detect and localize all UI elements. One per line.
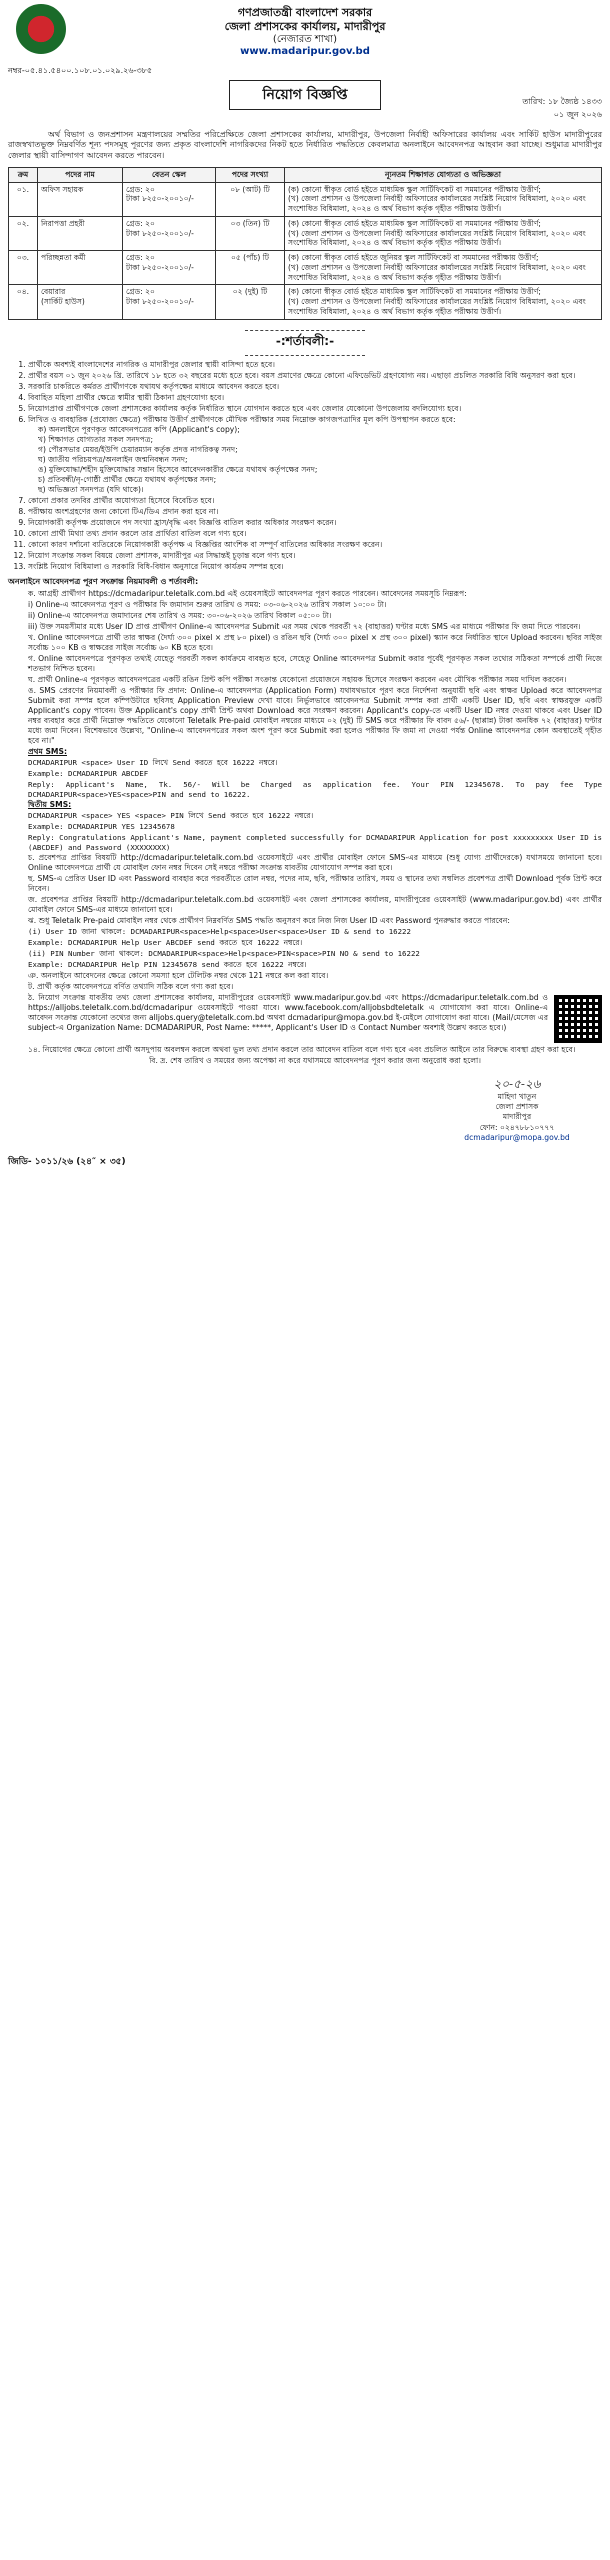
online-rule: iii) উক্ত সময়সীমার মধ্যে User ID প্রাপ্ত প্রার্থীগণ Online-এ আবেদনপত্র Submit এর সময় থেকে পরবর্তী ৭২ (বাহাত্তর) ঘণ্টার মধ্যে SMS এর মাধ্যমে পরীক্ষার ফি জমা দিতে পারবেন। xyxy=(28,622,581,631)
row-qualification: (ক) কোনো স্বীকৃত বোর্ড হইতে মাধ্যমিক স্কুল সার্টিফিকেট বা সমমানের পরীক্ষায় উত্তীর্ণ; (খ) জেলা প্রশাসন ও উপজেলা নির্বাহী অফিসারের কার্যালয়ের সংশ্লিষ্ট নিয়োগ বিধিমালা, ২০২০ এবং সংশোধিত বিধিমালা, ২০২৪ ও অর্থ বিভাগ কর্তৃক গৃহীত পরীক্ষায় উত্তীর্ণ। xyxy=(285,285,602,319)
row-qualification: (ক) কোনো স্বীকৃত বোর্ড হইতে মাধ্যমিক স্কুল সার্টিফিকেট বা সমমানের পরীক্ষায় উত্তীর্ণ; (খ) জেলা প্রশাসন ও উপজেলা নির্বাহী অফিসারের কার্যালয়ের সংশ্লিষ্ট নিয়োগ বিধিমালা, ২০২০ এবং সংশোধিত বিধিমালা, ২০২৪ ও অর্থ বিভাগ কর্তৃক গৃহীত পরীক্ষায় উত্তীর্ণ। xyxy=(285,216,602,250)
row-serial: ০৩. xyxy=(9,251,38,285)
list-item: 4. বিবাহিত মহিলা প্রার্থীর ক্ষেত্রে স্বামীর স্থায়ী ঠিকানা গ্রহণযোগ্য হবে। xyxy=(28,393,602,403)
posts-table-header xyxy=(9,167,602,182)
list-item: 7. কোনো প্রকার তদবির প্রার্থীর অযোগ্যতা হিসেবে বিবেচিত হবে। xyxy=(28,496,602,506)
row-serial: ০৪. xyxy=(9,285,38,319)
online-rule: খ. Online আবেদনপত্রে প্রার্থী তার স্বাক্ষর (দৈর্ঘ্য ৩০০ pixel × প্রস্থ ৮০ pixel) ও রঙিন ছবি (দৈর্ঘ্য ৩০০ pixel × প্রস্থ ৩০০ pixel) স্ক্যান করে নির্ধারিত স্থানে Upload করবেন। ছবির সাইজ সর্বোচ্চ ১০০ KB ও স্বাক্ষরের সাইজ সর্বোচ্চ ৬০ KB হতে হবে। xyxy=(28,633,602,653)
list-item: 8. পরীক্ষায় অংশগ্রহণের জন্য কোনো টিএ/ডিএ প্রদান করা হবে না। xyxy=(28,507,602,517)
list-item: ক) অনলাইনে পূরণকৃত আবেদনপত্রের কপি (Applicant's copy); xyxy=(38,424,240,434)
online-rule: ii) Online-এ আবেদনপত্র জমাদানের শেষ তারিখ ও সময়: ৩০-০৬-২০২৬ তারিখ বিকাল ০৫:০০ টা। xyxy=(28,610,332,620)
row-post: অফিস সহায়ক xyxy=(38,182,123,216)
list-item: গ) পৌরসভার মেয়র/ইউপি চেয়ারম্যান কর্তৃক প্রদত্ত নাগরিকত্ব সনদ; xyxy=(38,444,238,454)
posts-table xyxy=(8,167,602,320)
sms2-format: DCMADARIPUR <space> YES <space> PIN লিখে Send করতে হবে 16222 নম্বরে। xyxy=(28,811,314,821)
row-scale: গ্রেড: ২০ টাকা ৮২৫০-২০০১০/- xyxy=(123,285,216,319)
list-item: 9. নিয়োগকারী কর্তৃপক্ষ প্রয়োজনে পদ সংখ্যা হ্রাস/বৃদ্ধি এবং বিজ্ঞপ্তি বাতিল করার অধিকার সংরক্ষণ করেন। xyxy=(28,518,602,528)
table-row xyxy=(9,182,602,216)
recovery-userid: (i) User ID জানা থাকলে: DCMADARIPUR<space>Help<space>User<space>User ID & send to 16222 xyxy=(28,927,411,937)
memo-row xyxy=(8,65,602,78)
row-qualification: (ক) কোনো স্বীকৃত বোর্ড হইতে জুনিয়র স্কুল সার্টিফিকেট বা সমমানের পরীক্ষায় উত্তীর্ণ; (খ) জেলা প্রশাসন ও উপজেলা নির্বাহী অফিসারের কার্যালয়ের সংশ্লিষ্ট নিয়োগ বিধিমালা, ২০২০ এবং সংশোধিত বিধিমালা, ২০২৪ ও অর্থ বিভাগ কর্তৃক গৃহীত পরীক্ষায় উত্তীর্ণ। xyxy=(285,251,602,285)
list-item xyxy=(28,415,602,495)
header-govt: গণপ্রজাতন্ত্রী বাংলাদেশ সরকার xyxy=(237,6,373,19)
table-row xyxy=(9,251,602,285)
header-office: জেলা প্রশাসকের কার্যালয়, মাদারীপুর xyxy=(224,19,386,33)
list-item: 3. সরকারি চাকরিতে কর্মরত প্রার্থীগণকে যথাযথ কর্তৃপক্ষের মাধ্যমে আবেদন করতে হবে। xyxy=(28,382,602,392)
conditions-list xyxy=(8,360,602,572)
sms2-example: Example: DCMADARIPUR YES 12345678 xyxy=(28,822,175,832)
conditions-title: -:শর্তাবলী:- xyxy=(245,330,365,356)
recovery-pin-example: Example: DCMADARIPUR Help PIN 12345678 send করতে হবে 16222 নম্বরে। xyxy=(28,959,307,969)
list-item: 5. নিয়োগপ্রাপ্ত প্রার্থীগণকে জেলা প্রশাসকের কার্যালয় কর্তৃক নির্ধারিত স্থানে যোগদান করতে হবে এবং জেলার যেকোনো উপজেলায় বদলিযোগ্য হবে। xyxy=(28,404,602,414)
signatory-district: মাদারীপুর xyxy=(502,1112,532,1122)
docs-list xyxy=(28,425,602,495)
col-post: পদের নাম xyxy=(38,167,123,182)
footer-code: জিডি- ১০১১/২৬ (২৪″ × ৩৫) xyxy=(8,1157,126,1168)
list-item: চ) প্রতিবন্ধী/নৃ-গোষ্ঠী প্রার্থীর ক্ষেত্রে যথাযথ কর্তৃপক্ষের সনদ; xyxy=(38,474,217,484)
col-scale: বেতন স্কেল xyxy=(123,167,216,182)
notice-title: নিয়োগ বিজ্ঞপ্তি xyxy=(229,80,381,110)
row-scale: গ্রেড: ২০ টাকা ৮২৫০-২০০১০/- xyxy=(123,251,216,285)
signature-mark: ২০-৫-২৬ xyxy=(493,1076,541,1091)
online-rule: ঙ. SMS প্রেরণের নিয়মাবলী ও পরীক্ষার ফি প্রদান: Online-এ আবেদনপত্র (Application Form) যথাযথভাবে পূরণ করে নির্দেশনা অনুযায়ী ছবি এবং স্বাক্ষর Upload করে আবেদনপত্র Submit করা সম্পন্ন হলে কম্পিউটারে ছবিসহ Application Preview দেখা যাবে। নির্ভুলভাবে আবেদনপত্র Submit সম্পন্ন করা প্রার্থী একটি User ID, ছবি এবং স্বাক্ষরযুক্ত একটি Applicant's copy পাবেন। উক্ত Applicant's copy প্রার্থী প্রিন্ট অথবা Download করে সংরক্ষণ করবেন। Applicant's copy-তে একটি User ID নম্বর দেওয়া থাকবে এবং User ID নম্বর ব্যবহার করে প্রার্থী নিম্নোক্ত পদ্ধতিতে যেকোনো Teletalk Pre-paid মোবাইল নম্বরের মাধ্যমে ০২ (দুই) টি SMS করে পরীক্ষার ফি বাবদ ৫৬/- (ছাপ্পান্ন) টাকা অনধিক ৭২ (বাহাত্তর) ঘণ্টার মধ্যে জমা দিবেন। বিশেষভাবে উল্লেখ্য, "Online-এ আবেদনপত্রের সকল অংশ পূরণ করে Submit করা হলেও পরীক্ষার ফি জমা না দেওয়া পর্যন্ত Online আবেদনপত্র কোন অবস্থাতেই গৃহীত হবে না।" xyxy=(28,686,602,746)
signatory-name: মাহিদা খাতুন xyxy=(497,1091,537,1101)
row-count: ০৩ (তিন) টি xyxy=(216,216,285,250)
list-item: ছ) অভিজ্ঞতা সনদপত্র (যদি থাকে)। xyxy=(38,484,144,494)
online-rule: ক. আগ্রহী প্রার্থীগণ https://dcmadaripur.teletalk.com.bd এই ওয়েবসাইটে আবেদনপত্র পূরণ করতে পারবেন। আবেদনের সময়সূচি নিম্নরূপ: xyxy=(28,588,467,598)
online-rule: জ. প্রবেশপত্র প্রাপ্তির বিষয়টি http://dcmadaripur.teletalk.com.bd ওয়েবসাইট এবং জেলা প্রশাসকের কার্যালয়, মাদারীপুরের ওয়েবসাইট (www.madaripur.gov.bd) এবং প্রার্থীর মোবাইল ফোনে SMS-এর মাধ্যমে জানানো হবে। xyxy=(28,895,602,915)
online-rule: i) Online-এ আবেদনপত্র পূরণ ও পরীক্ষার ফি জমাদান শুরুর তারিখ ও সময়: ০৩-০৬-২০২৬ তারিখ সকাল ১০:০০ টা। xyxy=(28,599,387,609)
row-post: পরিচ্ছন্নতা কর্মী xyxy=(38,251,123,285)
date-english: ০১ জুন ২০২৬ xyxy=(553,109,602,119)
recovery-pin: (ii) PIN Number জানা থাকলে: DCMADARIPUR<space>Help<space>PIN<space>PIN NO & send to 16222 xyxy=(28,948,420,958)
row-qualification: (ক) কোনো স্বীকৃত বোর্ড হইতে মাধ্যমিক স্কুল সার্টিফিকেট বা সমমানের পরীক্ষায় উত্তীর্ণ; (খ) জেলা প্রশাসন ও উপজেলা নির্বাহী অফিসারের কার্যালয়ের সংশ্লিষ্ট নিয়োগ বিধিমালা, ২০২০ এবং সংশোধিত বিধিমালা, ২০২৪ ও অর্থ বিভাগ কর্তৃক গৃহীত পরীক্ষায় উত্তীর্ণ। xyxy=(285,182,602,216)
online-rule: ঝ. শুধু Teletalk Pre-paid মোবাইল নম্বর থেকে প্রার্থীগণ নিম্নবর্ণিত SMS পদ্ধতি অনুসরণ করে নিজ নিজ User ID এবং Password পুনরুদ্ধার করতে পারবেন: xyxy=(28,916,510,926)
sms1-format: DCMADARIPUR <space> User ID লিখে Send করতে হবে 16222 নম্বরে। xyxy=(28,758,278,768)
list-item: 13. সংশ্লিষ্ট নিয়োগ বিধিমালা ও সরকারি বিধি-বিধান অনুসারে নিয়োগ কার্যক্রম সম্পন্ন হবে। xyxy=(28,562,602,572)
row-post: বেয়ারার (সার্কিট হাউস) xyxy=(38,285,123,319)
sms2-title: দ্বিতীয় SMS: xyxy=(28,800,72,810)
online-rule: গ. Online আবেদনপত্রে পূরণকৃত তথ্যই যেহেতু পরবর্তী সকল কার্যক্রমে ব্যবহৃত হবে, সেহেতু Online আবেদনপত্র Submit করার পূর্বেই পূরণকৃত সকল তথ্যের সঠিকতা সম্পর্কে প্রার্থী নিজে শতভাগ নিশ্চিত হবেন। xyxy=(28,654,602,674)
online-rule: ঞ. অনলাইনে আবেদনের ক্ষেত্রে কোনো সমস্যা হলে টেলিটক নম্বর থেকে 121 নম্বরে কল করা যাবে। xyxy=(28,970,329,980)
qr-code-icon[interactable] xyxy=(554,995,602,1043)
row-scale: গ্রেড: ২০ টাকা ৮২৫০-২০০১০/- xyxy=(123,216,216,250)
header xyxy=(8,6,602,59)
online-rules xyxy=(8,589,602,1066)
signatory-email-link[interactable]: dcmadaripur@mopa.gov.bd xyxy=(464,1132,570,1142)
list-item: খ) শিক্ষাগত যোগ্যতার সকল সনদপত্র; xyxy=(38,434,154,444)
online-rule: ঠ. নিয়োগ সংক্রান্ত যাবতীয় তথ্য জেলা প্রশাসকের কার্যালয়, মাদারীপুরের ওয়েবসাইট www.madaripur.gov.bd এবং https://dcmadaripur.teletalk.com.bd ও https://alljobs.teletalk.com.bd/dcmadaripur ওয়েবসাইটে পাওয়া যাবে। www.facebook.com/alljobsbdteletalk এ যোগাযোগ করা যাবে। Online-এ আবেদন সংক্রান্ত যেকোনো তথ্যের জন্য alljobs.query@teletalk.com.bd অথবা dcmadaripur@mopa.gov.bd ই-মেইলে যোগাযোগ করা যাবে। (Mail/মেসেজ এর subject-এ Organization Name: DCMADARIPUR, Post Name: *****, Applicant's User ID ও Contact Number অবশ্যই উল্লেখ করতে হবে।) xyxy=(28,992,548,1032)
row-serial: ০১. xyxy=(9,182,38,216)
header-section: (নেজারত শাখা) xyxy=(272,33,338,45)
table-row xyxy=(9,285,602,319)
recovery-userid-example: Example: DCMADARIPUR Help User ABCDEF send করতে হবে 16222 নম্বরে। xyxy=(28,938,303,948)
list-item: ঙ) মুক্তিযোদ্ধা/শহীদ মুক্তিযোদ্ধার সন্তান হিসেবে আবেদনকারীর ক্ষেত্রে যথাযথ কর্তৃপক্ষের সনদ; xyxy=(38,464,318,474)
sms1-reply: Reply: Applicant's Name, Tk. 56/- Will be Charged as application fee. Your PIN 12345678. To pay fee Type DCMADARIPUR<space>YES<space>PIN and send to 16222. xyxy=(28,779,602,799)
list-item: 12. নিয়োগ সংক্রান্ত সকল বিষয়ে জেলা প্রশাসক, মাদারীপুর এর সিদ্ধান্তই চূড়ান্ত বলে গণ্য হবে। xyxy=(28,551,602,561)
signature-block xyxy=(8,1076,602,1143)
list-item: 1. প্রার্থীকে অবশ্যই বাংলাদেশের নাগরিক ও মাদারীপুর জেলার স্থায়ী বাসিন্দা হতে হবে। xyxy=(28,360,602,370)
date-bangla: তারিখ: ১৮ জ্যৈষ্ঠ ১৪৩৩ xyxy=(522,96,602,106)
signature-box xyxy=(432,1076,602,1143)
sms1-example: Example: DCMADARIPUR ABCDEF xyxy=(28,768,149,778)
list-item: 10. কোনো প্রার্থী মিথ্যা তথ্য প্রদান করলে তার প্রার্থিতা বাতিল বলে গণ্য হবে। xyxy=(28,529,602,539)
online-rule: ট. প্রার্থী কর্তৃক আবেদনপত্রে বর্ণিত তথ্যাদি সঠিক বলে গণ্য করা হবে। xyxy=(28,981,234,991)
col-serial: ক্রম xyxy=(9,167,38,182)
col-count: পদের সংখ্যা xyxy=(216,167,285,182)
online-rule: ১৪. নিয়োগের ক্ষেত্রে কোনো প্রার্থী অসদুপায় অবলম্বন করলে অথবা ভুল তথ্য প্রদান করলে তার আবেদন বাতিল বলে গণ্য হবে এবং প্রচলিত আইনে তার বিরুদ্ধে ব্যবস্থা গ্রহণ করা হবে। xyxy=(28,1044,576,1054)
row-count: ০৫ (পাঁচ) টি xyxy=(216,251,285,285)
docs-intro: লিখিত ও ব্যবহারিক (প্রযোজ্য ক্ষেত্রে) পরীক্ষায় উত্তীর্ণ প্রার্থীগণকে মৌখিক পরীক্ষার সময় নিম্নোক্ত কাগজপত্রাদির মূল কপি উপস্থাপন করতে হবে: xyxy=(28,414,456,424)
signatory-title: জেলা প্রশাসক xyxy=(495,1102,539,1112)
list-item: 2. প্রার্থীর বয়স ০১ জুন ২০২৬ খ্রি. তারিখে ১৮ হতে ৩২ বছরের মধ্যে হতে হবে। বয়স প্রমাণের ক্ষেত্রে কোনো এফিডেভিট গ্রহণযোগ্য নয়। এছাড়া প্রচলিত সরকারি বিধি অনুসরণ করা হবে। xyxy=(28,371,602,381)
online-rules-title: অনলাইনে আবেদনপত্র পূরণ সংক্রান্ত নিয়মাবলী ও শর্তাবলী: xyxy=(8,576,199,586)
row-count: ০২ (দুই) টি xyxy=(216,285,285,319)
memo-number: নম্বর-০৫.৪১.৫৪০০.১০৮.০১.০২৯.২৬-৩৮৫ xyxy=(8,65,153,75)
list-item: 11. কোনো কারণ দর্শানো ব্যতিরেকে নিয়োগকারী কর্তৃপক্ষ এ বিজ্ঞপ্তির আংশিক বা সম্পূর্ণ বাতিলের অধিকার সংরক্ষণ করেন। xyxy=(28,540,602,550)
note: বি. দ্র. শেষ তারিখ ও সময়ের জন্য অপেক্ষা না করে যথাসময়ে আবেদনপত্র পূরণ করার জন্য অনুরোধ করা হলো। xyxy=(149,1055,481,1065)
header-website-link[interactable]: www.madaripur.gov.bd xyxy=(240,46,370,57)
row-serial: ০২. xyxy=(9,216,38,250)
online-rule: চ. প্রবেশপত্র প্রাপ্তির বিষয়টি http://dcmadaripur.teletalk.com.bd ওয়েবসাইটে এবং প্রার্থীর মোবাইল ফোনে SMS-এর মাধ্যমে (শুধু যোগ্য প্রার্থীদেরকে) যথাসময়ে জানানো হবে। Online আবেদনপত্রে প্রার্থী যে মোবাইল ফোন নম্বর দিবেন সেই নম্বরে পরীক্ষা সংক্রান্ত যাবতীয় যোগাযোগ সম্পন্ন করা হবে। xyxy=(28,853,602,873)
row-post: নিরাপত্তা প্রহরী xyxy=(38,216,123,250)
row-scale: গ্রেড: ২০ টাকা ৮২৫০-২০০১০/- xyxy=(123,182,216,216)
col-qualification: ন্যূনতম শিক্ষাগত যোগ্যতা ও অভিজ্ঞতা xyxy=(285,167,602,182)
sms1-title: প্রথম SMS: xyxy=(28,747,67,757)
table-row xyxy=(9,216,602,250)
notice-page xyxy=(8,0,602,1168)
row-count: ০৮ (আট) টি xyxy=(216,182,285,216)
online-rule: ছ. SMS-এ প্রেরিত User ID এবং Password ব্যবহার করে পরবর্তীতে রোল নম্বর, পদের নাম, ছবি, পরীক্ষার তারিখ, সময় ও স্থানের তথ্য সম্বলিত প্রবেশপত্র প্রার্থী Download পূর্বক প্রিন্ট করে নিবেন। xyxy=(28,874,602,894)
signatory-phone: ফোন: ০২৪৭৮৮১০৭৭৭ xyxy=(479,1122,555,1132)
sms2-reply: Reply: Congratulations Applicant's Name, payment completed successfully for DCMADARIPUR Application for post xxxxxxxxx User ID is (ABCDEF) and Password (XXXXXXXX) xyxy=(28,832,602,852)
list-item: ঘ) জাতীয় পরিচয়পত্র/অনলাইন জন্মনিবন্ধন সনদ; xyxy=(38,454,188,464)
online-rule: ঘ. প্রার্থী Online-এ পূরণকৃত আবেদনপত্রের একটি রঙিন প্রিন্ট কপি পরীক্ষা সংক্রান্ত যেকোনো প্রয়োজনে সহায়ক হিসেবে সংরক্ষণ করবেন এবং মৌখিক পরীক্ষার সময় দাখিল করবেন। xyxy=(28,675,567,685)
intro-paragraph: অর্থ বিভাগ ও জনপ্রশাসন মন্ত্রণালয়ের সম্মতির পরিপ্রেক্ষিতে জেলা প্রশাসকের কার্যালয়, মাদারীপুর, উপজেলা নির্বাহী অফিসারের কার্যালয় এবং সার্কিট হাউস মাদারীপুরের রাজস্বখাতভুক্ত নিম্নবর্ণিত শূন্য পদসমূহ পূরণের জন্য প্রকৃত বাংলাদেশি নাগরিকদের নিকট হতে নির্ধারিত পদ্ধতিতে কেবলমাত্র অনলাইনে আবেদনপত্র আহবান করা যাচ্ছে। শুধুমাত্র মাদারীপুর জেলার স্থায়ী বাসিন্দাগণ আবেদন করতে পারবেন। xyxy=(8,129,602,161)
government-seal-icon xyxy=(16,4,66,54)
